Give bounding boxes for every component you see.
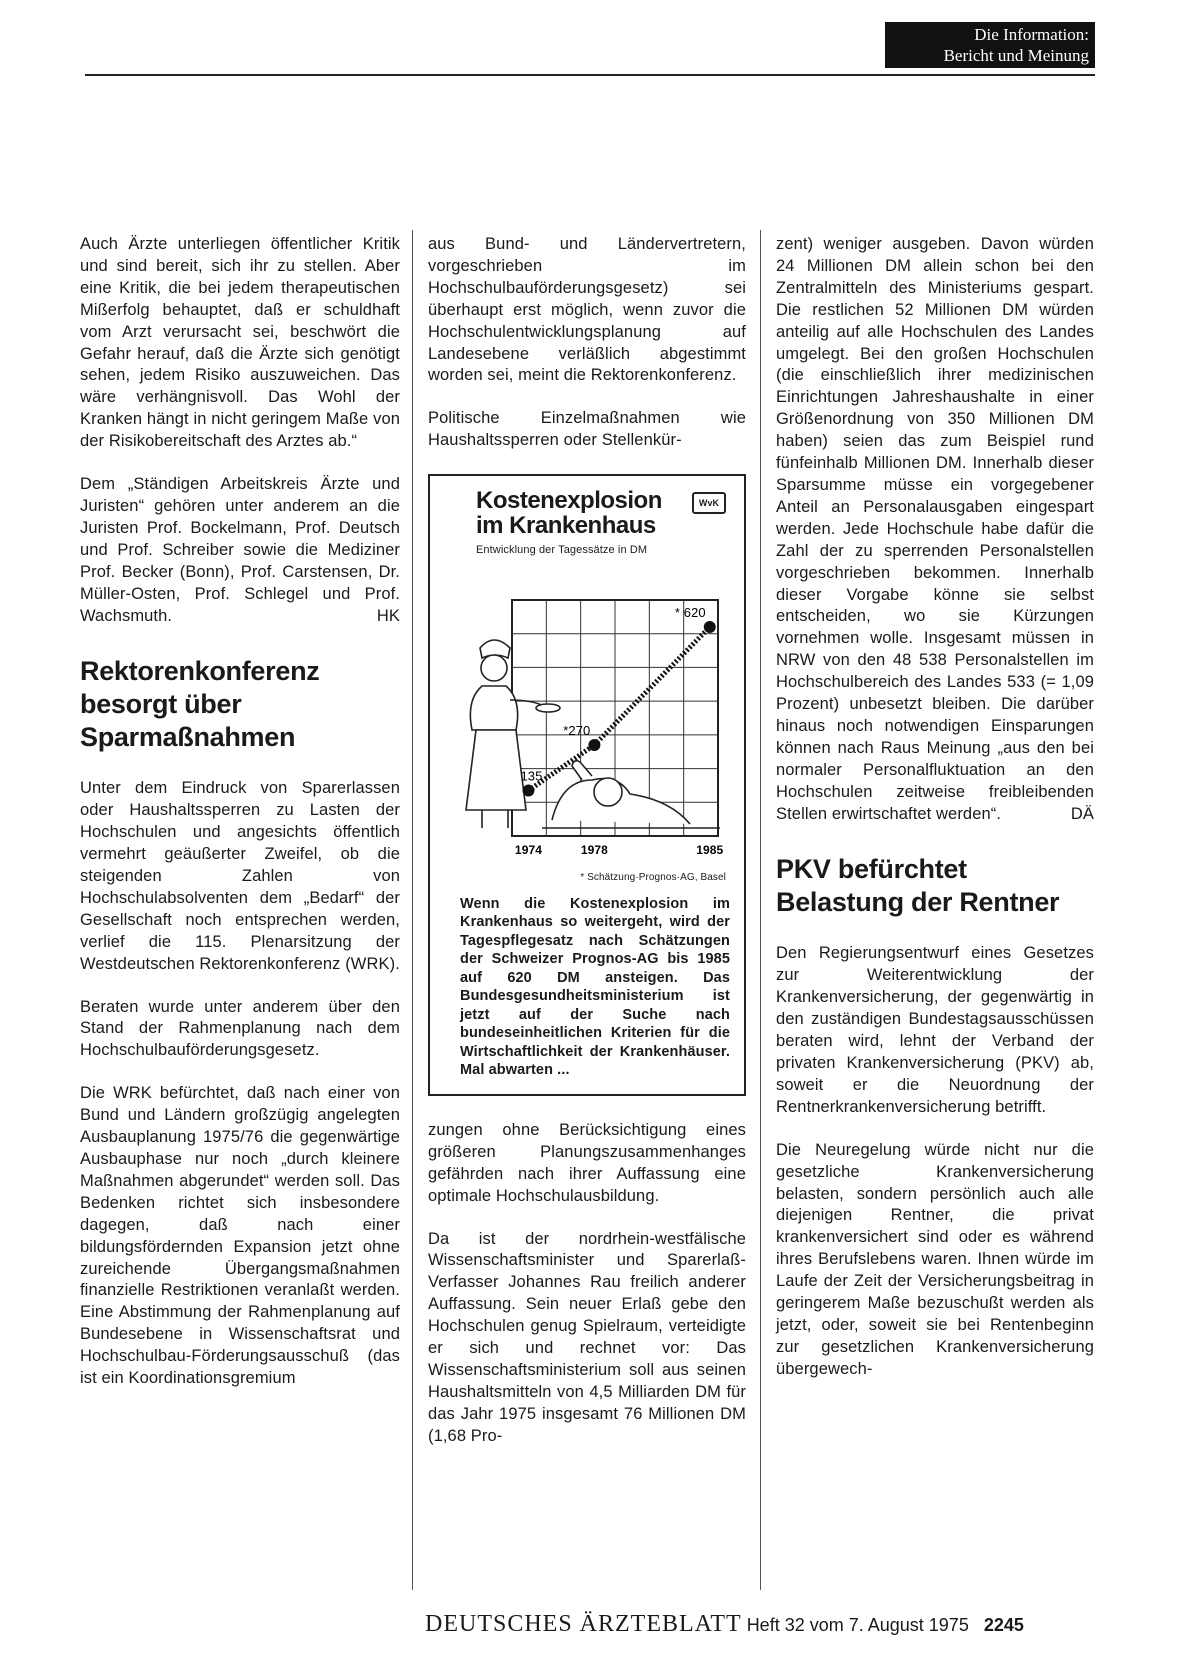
paragraph: Politische Einzelmaßnahmen wie Haushaltssperren oder Stellenkür-: [428, 409, 746, 450]
section-label-line1: Die Information:: [974, 25, 1089, 44]
paragraph-text: Dem „Ständigen Arbeitskreis Ärzte und Juristen“ gehören unter anderem an die Juristen Prof. Bockelmann, Prof. Deutsch und Prof. Schreiber sowie die Mediziner Prof. Becker (Bonn), Prof. Carstensen, Dr. Müller-Osten, Prof. Schlegel und Prof. Wachsmuth.: [80, 475, 400, 625]
column-divider: [760, 230, 761, 1590]
paragraph: Die Neuregelung würde nicht nur die gesetzliche Krankenversicherung belasten, sondern persönlich auch alle diejenigen Rentner, die privat krankenversichert sind oder es während ihres Berufslebens waren. Ihnen würde im Laufe der Zeit der Versicherungsbeitrag in geringerem Maße bezuschußt werden als jetzt, oder, soweit sie bei Rentenbeginn zur gesetzlichen Krankenversicherung übergewech-: [776, 1140, 1094, 1378]
paragraph: aus Bund- und Ländervertretern, vorgeschrieben im Hochschulbauförderungsgesetz) sei überhaupt erst möglich, wenn zuvor die Hochschulentwicklungsplanung auf Landesebene verläßlich abgestimmt worden sei, meint die Rektorenkonferenz.: [428, 235, 746, 385]
publisher-logo: WvK: [692, 492, 726, 514]
series-segment: [594, 627, 709, 745]
paragraph: Den Regierungsentwurf eines Gesetzes zur Weiterentwicklung der Krankenversicherung, der gegenwärtig in den zuständigen Bundestagsausschüssen beraten wird, lehnt der Verband der privaten Krankenversicherung (PKV) ab, soweit er die Neuordnung der Rentnerkrankenversicherung betrifft.: [776, 944, 1094, 1116]
author-initials: DÄ: [1070, 804, 1094, 823]
column-2: [428, 234, 746, 1469]
paragraph: Die WRK befürchtet, daß nach einer von Bund und Ländern großzügig angelegten Ausbauplanung 1975/76 die gegenwärtige Ausbauphase nur noch „durch kleinere Maßnahmen abgerundet“ werden soll. Das Bedenken richtet sich insbesondere dagegen, daß nach einer bildungsfördernden Expansion jetzt ohne zureichende Übergangsmaßnahmen finanzielle Restriktionen veranlaßt werden. Eine Abstimmung der Rahmenplanung auf Bundesebene in Wissenschaftsrat und Hochschulbau-Förderungsausschuß (das ist ein Koordinationsgremium: [80, 1084, 400, 1388]
paragraph-text: zent) weniger ausgeben. Davon würden 24 Millionen DM allein schon bei den Zentralmitteln des Ministeriums gespart. Die restlichen 52 Millionen DM würden anteilig auf alle Hochschulen des Landes umgelegt. Bei den großen Hochschulen (die einschließlich ihrer medizinischen Einrichtungen Jahreshaushalte in einer Größenordnung von 350 Millionen DM haben) seien das zum Beispiel rund fünfeinhalb Millionen DM. Innerhalb dieser Sparsumme müsse ein vorgegebener Anteil an Personalausgaben eingespart werden. Jede Hochschule habe dafür die Zahl der zu sperrenden Personalstellen vorgeschrieben bekommen. Innerhalb dieser Vorgabe könne sie selbst entscheiden, wo sie Kürzungen vornehmen wolle. Insgesamt müssen in NRW von den 48 538 Personalstellen im Hochschulbereich des Landes 533 (= 1,09 Prozent) unbesetzt bleiben. Die darüber hinaus noch notwendigen Einsparungen können nach Raus Meinung „aus den bei normaler Personalfluktuation an den Hochschulen zeitweise freibleibenden Stellen erwirtschaftet werden“.: [776, 235, 1094, 823]
column-divider: [412, 230, 413, 1590]
section-label-line2: Bericht und Meinung: [943, 46, 1089, 65]
header-rule: [85, 74, 1095, 76]
paragraph: Unter dem Eindruck von Sparerlassen oder Haushaltssperren zu Lasten der Hochschulen und angesichts öffentlich vermehrt geäußerter Zweifel, ob die steigenden Zahlen von Hochschulabsolventen dem „Bedarf“ der Gesellschaft noch entsprechen werden, verlief die 115. Plenarsitzung der Westdeutschen Rektorenkonferenz (WRK).: [80, 779, 400, 973]
article-heading: Rektorenkonferenz besorgt über Sparmaßnahmen: [80, 656, 320, 753]
data-point: [704, 621, 716, 633]
footnote-marker: *: [580, 871, 585, 883]
cost-chart: [442, 570, 728, 860]
section-label: [885, 22, 1095, 68]
chart-caption: Wenn die Kostenexplosion im Krankenhaus so weitergeht, wird der Tagespflegesatz nach Schätzungen der Schweizer Prognos-AG bis 1985 auf 620 DM ansteigen. Das Bundesgesundheitsministerium ist jetzt auf der Suche nach bundeseinheitlichen Kriterien für die Wirtschaftlichkeit der Krankenhäuser. Mal abwarten ...: [460, 895, 730, 1079]
x-tick-label: 1978: [580, 843, 608, 858]
patient-illustration: [542, 761, 720, 828]
paragraph: [776, 234, 1094, 825]
masthead: DEUTSCHES ÄRZTEBLATT: [425, 1611, 742, 1637]
source-text: Schätzung·Prognos·AG, Basel: [587, 871, 726, 883]
chart-title-line1: Kostenexplosion: [476, 487, 662, 515]
data-point: [588, 739, 600, 751]
x-tick-label: 1985: [696, 843, 724, 858]
data-label: 135: [520, 768, 543, 784]
chart-title-line2: im Krankenhaus: [476, 512, 656, 540]
author-initials: HK: [376, 606, 400, 625]
chart-title: [442, 488, 730, 538]
x-tick-label: 1974: [514, 843, 543, 858]
paragraph: zungen ohne Berücksichtigung eines größeren Planungszusammenhanges gefährden nach ihrer Auffassung eine optimale Hochschulausbildung.: [428, 1120, 746, 1205]
paragraph: Auch Ärzte unterliegen öffentlicher Kritik und sind bereit, sich ihr zu stellen. Aber eine Kritik, die bei jedem therapeutischen Mißerfolg behauptet, daß er schuldhaft vom Arzt verursacht sei, beschwört die Gefahr herauf, daß die Ärzte sich genötigt sehen, jedem Risiko auszuweichen. Das wäre verhängnisvoll. Das Wohl der Kranken hängt in nicht geringem Maße von der Risikobereitschaft des Arztes ab.“: [80, 235, 400, 451]
paragraph: Da ist der nordrhein-westfälische Wissenschaftsminister und Sparerlaß-Verfasser Johannes Rau freilich anderer Auffassung. Sein neuer Erlaß gebe den Hochschulen genug Spielraum, verteidigte er sich und rechnet vor: Das Wissenschaftsministerium soll aus seinen Haushaltsmitteln von 4,5 Milliarden DM für das Jahr 1975 insgesamt 76 Millionen DM (1,68 Pro-: [428, 1229, 746, 1445]
paragraph: [80, 474, 400, 627]
page-footer: [425, 1612, 1105, 1637]
page-number: 2245: [983, 1615, 1024, 1635]
column-3: [776, 234, 1094, 1402]
chart-area: [442, 570, 730, 889]
column-1: [80, 234, 400, 1411]
data-label: * 620: [674, 605, 706, 621]
chart-subtitle: Entwicklung der Tagessätze in DM: [476, 544, 648, 557]
paragraph: Beraten wurde unter anderem über den Stand der Rahmenplanung nach dem Hochschulbauförderungsgesetz.: [80, 997, 400, 1060]
chart-source: [442, 867, 730, 889]
data-point: [522, 785, 534, 797]
article-heading: PKV befürchtet Belastung der Rentner: [776, 854, 1060, 918]
issue-info: Heft 32 vom 7. August 1975: [746, 1615, 969, 1635]
data-label: *270: [563, 723, 591, 739]
chart-box: [428, 474, 746, 1096]
